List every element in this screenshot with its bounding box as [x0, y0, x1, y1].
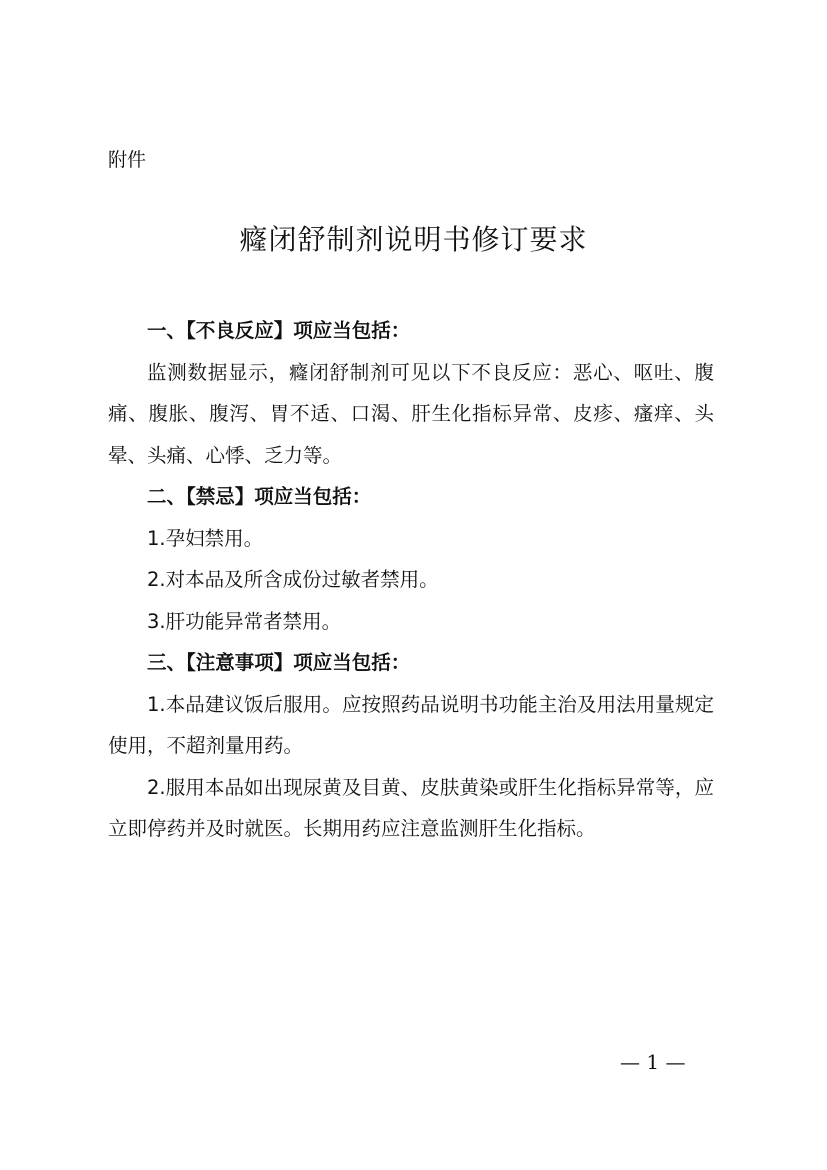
section-heading-contraindications: 二、【禁忌】项应当包括：: [147, 485, 372, 508]
paragraph-contraindication-2: 2.对本品及所含成份过敏者禁用。: [147, 568, 439, 591]
attachment-label: 附件: [108, 149, 147, 171]
paragraph-precaution-2: 2.服用本品如出现尿黄及目黄、皮肤黄染或肝生化指标异常等，应立即停药并及时就医。长期用药应注意监测肝生化指标。: [108, 775, 714, 840]
paragraph-contraindication-1: 1.孕妇禁用。: [147, 526, 264, 550]
document-body: [108, 310, 714, 850]
section-heading-adverse-reactions: 一、【不良反应】项应当包括：: [147, 319, 411, 342]
page-number: — 1 —: [620, 1050, 686, 1074]
paragraph-contraindication-3: 3.肝功能异常者禁用。: [147, 609, 342, 633]
paragraph-adverse-reactions: 监测数据显示，癃闭舒制剂可见以下不良反应：恶心、呕吐、腹痛、腹胀、腹泻、胃不适、口渴、肝生化指标异常、皮疹、瘙痒、头晕、头痛、心悸、乏力等。: [108, 360, 714, 467]
paragraph-precaution-1: 1.本品建议饭后服用。应按照药品说明书功能主治及用法用量规定使用，不超剂量用药。: [108, 692, 714, 757]
section-heading-precautions: 三、【注意事项】项应当包括：: [147, 651, 411, 674]
document-title: 癃闭舒制剂说明书修订要求: [239, 223, 588, 256]
